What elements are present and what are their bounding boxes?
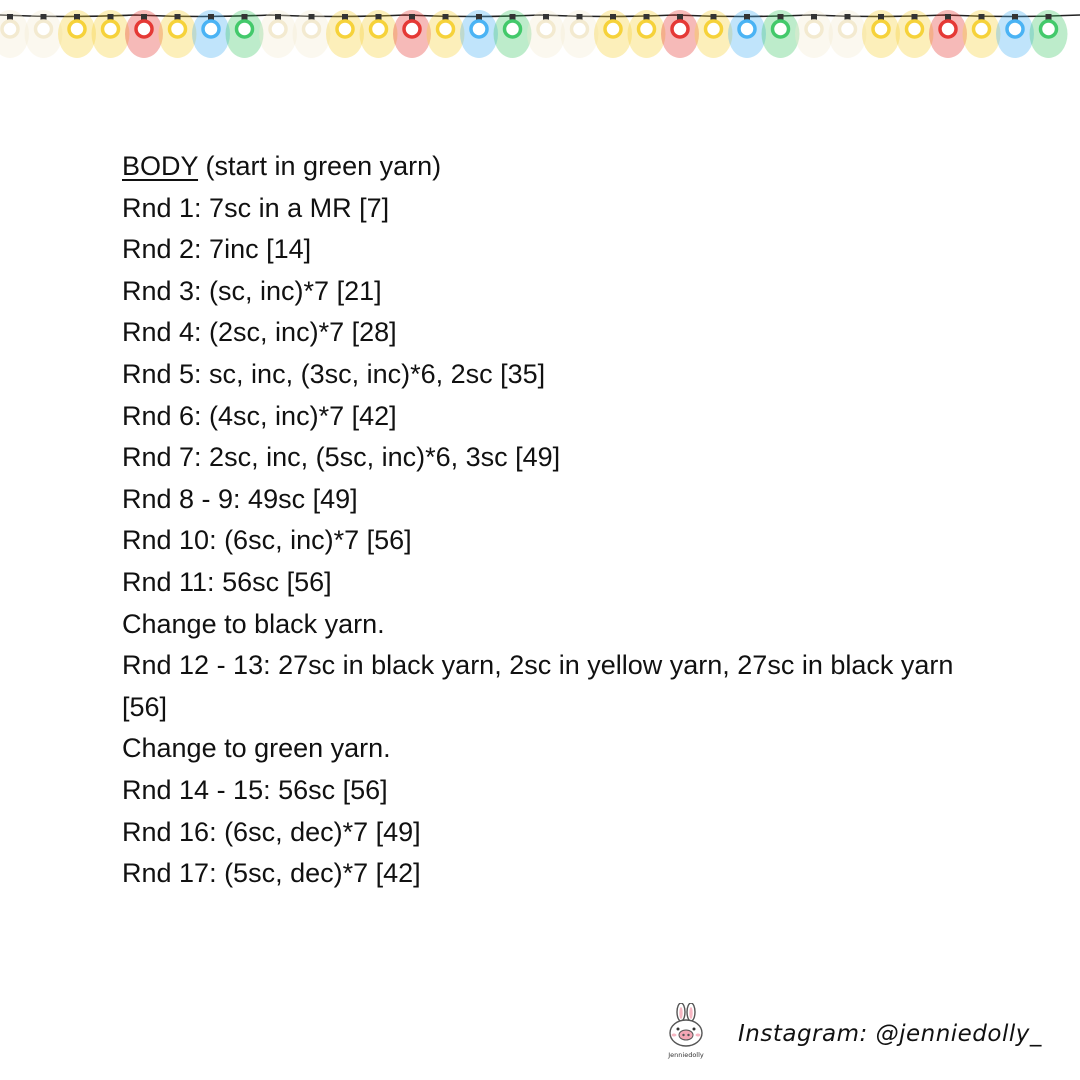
bunny-pig-logo-icon xyxy=(664,1003,710,1061)
footer xyxy=(664,1003,1064,1063)
light-bulb xyxy=(460,10,498,58)
pattern-line: Rnd 2: 7inc [14] xyxy=(122,234,312,265)
pattern-line: Rnd 8 - 9: 49sc [49] xyxy=(122,483,358,514)
section-title: BODY xyxy=(122,151,199,181)
light-bulb xyxy=(527,10,565,58)
pattern-line: Rnd 12 - 13: 27sc in black yarn, 2sc in yellow yarn, 27sc in black yarn [56] xyxy=(122,650,954,722)
light-bulb xyxy=(661,10,699,58)
pattern-line: Rnd 10: (6sc, inc)*7 [56] xyxy=(122,525,412,556)
logo-text: Jenniedolly xyxy=(668,1051,704,1059)
light-bulb xyxy=(125,10,163,58)
light-bulb xyxy=(494,10,532,58)
pattern-line: Change to black yarn. xyxy=(122,608,385,639)
string-lights-icon xyxy=(0,0,1080,75)
light-bulb xyxy=(728,10,766,58)
light-bulb xyxy=(795,10,833,58)
light-bulb xyxy=(862,10,900,58)
pattern-line: Rnd 11: 56sc [56] xyxy=(122,566,332,597)
light-bulb xyxy=(829,10,867,58)
light-bulb xyxy=(561,10,599,58)
light-bulb xyxy=(963,10,1001,58)
light-bulb xyxy=(695,10,733,58)
instagram-handle: Instagram: @jenniedolly_ xyxy=(738,1021,1042,1047)
light-bulb xyxy=(762,10,800,58)
section-heading xyxy=(122,146,1022,188)
pattern-text xyxy=(122,146,1022,895)
pattern-line: Rnd 16: (6sc, dec)*7 [49] xyxy=(122,816,421,847)
light-bulb xyxy=(393,10,431,58)
light-bulb xyxy=(326,10,364,58)
light-bulb xyxy=(293,10,331,58)
light-bulb xyxy=(25,10,63,58)
pattern-line: Rnd 5: sc, inc, (3sc, inc)*6, 2sc [35] xyxy=(122,358,546,389)
light-bulb xyxy=(594,10,632,58)
light-bulb xyxy=(360,10,398,58)
light-bulb xyxy=(628,10,666,58)
light-bulb xyxy=(896,10,934,58)
pattern-line: Rnd 17: (5sc, dec)*7 [42] xyxy=(122,858,421,889)
pattern-line: Change to green yarn. xyxy=(122,733,391,764)
light-bulb xyxy=(159,10,197,58)
pattern-line: Rnd 6: (4sc, inc)*7 [42] xyxy=(122,400,397,431)
light-bulb xyxy=(58,10,96,58)
light-bulb xyxy=(92,10,130,58)
section-note: (start in green yarn) xyxy=(198,151,442,181)
pattern-line: Rnd 3: (sc, inc)*7 [21] xyxy=(122,275,382,306)
pattern-line: Rnd 7: 2sc, inc, (5sc, inc)*6, 3sc [49] xyxy=(122,442,561,473)
pattern-line: Rnd 1: 7sc in a MR [7] xyxy=(122,192,390,223)
light-bulb xyxy=(929,10,967,58)
pattern-line: Rnd 14 - 15: 56sc [56] xyxy=(122,774,388,805)
light-bulb xyxy=(996,10,1034,58)
light-bulb xyxy=(192,10,230,58)
light-bulb xyxy=(1030,10,1068,58)
light-bulb xyxy=(259,10,297,58)
pattern-line: Rnd 4: (2sc, inc)*7 [28] xyxy=(122,317,397,348)
light-bulb xyxy=(427,10,465,58)
light-bulb xyxy=(226,10,264,58)
